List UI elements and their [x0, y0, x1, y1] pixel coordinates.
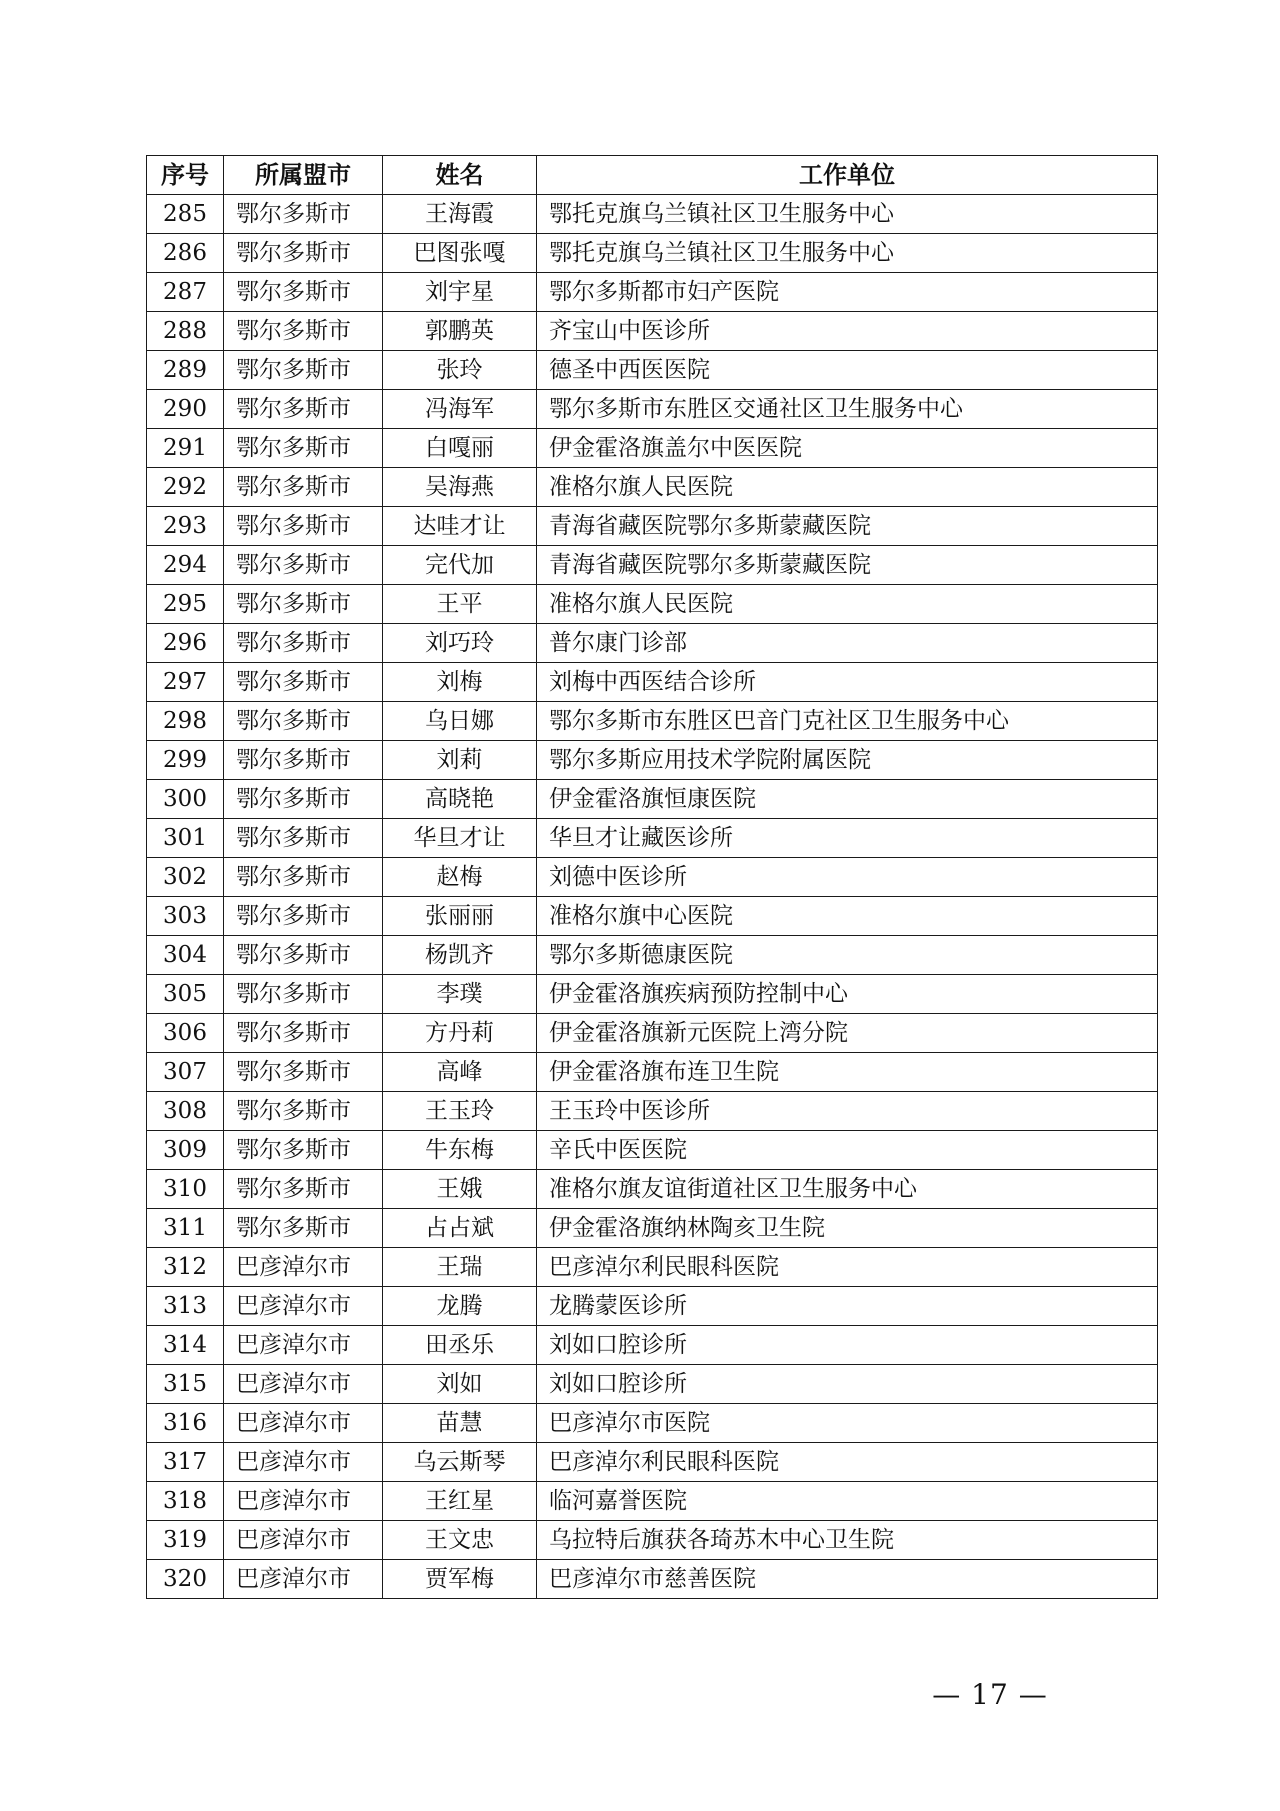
cell-name: 王玉玲: [383, 1092, 537, 1131]
cell-work-unit: 伊金霍洛旗恒康医院: [537, 780, 1158, 819]
cell-work-unit: 准格尔旗人民医院: [537, 585, 1158, 624]
cell-work-unit: 刘如口腔诊所: [537, 1326, 1158, 1365]
cell-work-unit: 辛氏中医医院: [537, 1131, 1158, 1170]
cell-league-city: 鄂尔多斯市: [224, 234, 383, 273]
cell-league-city: 鄂尔多斯市: [224, 1014, 383, 1053]
cell-name: 高峰: [383, 1053, 537, 1092]
table-body: [147, 195, 1158, 1599]
table-row: [147, 1404, 1158, 1443]
table-row: [147, 1248, 1158, 1287]
table-row: [147, 897, 1158, 936]
cell-league-city: 巴彦淖尔市: [224, 1560, 383, 1599]
cell-serial-number: 320: [147, 1560, 224, 1599]
cell-league-city: 鄂尔多斯市: [224, 1053, 383, 1092]
cell-work-unit: 临河嘉誉医院: [537, 1482, 1158, 1521]
cell-serial-number: 286: [147, 234, 224, 273]
table-row: [147, 741, 1158, 780]
cell-work-unit: 德圣中西医医院: [537, 351, 1158, 390]
table-row: [147, 390, 1158, 429]
cell-serial-number: 310: [147, 1170, 224, 1209]
cell-name: 郭鹏英: [383, 312, 537, 351]
cell-serial-number: 297: [147, 663, 224, 702]
cell-league-city: 巴彦淖尔市: [224, 1482, 383, 1521]
cell-name: 达哇才让: [383, 507, 537, 546]
table-row: [147, 780, 1158, 819]
table-row: [147, 1131, 1158, 1170]
cell-name: 杨凯齐: [383, 936, 537, 975]
cell-work-unit: 准格尔旗中心医院: [537, 897, 1158, 936]
table-row: [147, 1170, 1158, 1209]
cell-name: 刘巧玲: [383, 624, 537, 663]
cell-work-unit: 乌拉特后旗获各琦苏木中心卫生院: [537, 1521, 1158, 1560]
cell-work-unit: 准格尔旗友谊街道社区卫生服务中心: [537, 1170, 1158, 1209]
cell-work-unit: 巴彦淖尔利民眼科医院: [537, 1248, 1158, 1287]
cell-work-unit: 龙腾蒙医诊所: [537, 1287, 1158, 1326]
table-row: [147, 585, 1158, 624]
table-row: [147, 429, 1158, 468]
cell-name: 田丞乐: [383, 1326, 537, 1365]
cell-league-city: 巴彦淖尔市: [224, 1443, 383, 1482]
cell-work-unit: 鄂尔多斯德康医院: [537, 936, 1158, 975]
cell-serial-number: 303: [147, 897, 224, 936]
cell-work-unit: 伊金霍洛旗新元医院上湾分院: [537, 1014, 1158, 1053]
cell-work-unit: 伊金霍洛旗盖尔中医医院: [537, 429, 1158, 468]
table-row: [147, 702, 1158, 741]
roster-table: [146, 155, 1158, 1599]
cell-name: 乌日娜: [383, 702, 537, 741]
table-row: [147, 1209, 1158, 1248]
cell-league-city: 巴彦淖尔市: [224, 1248, 383, 1287]
cell-serial-number: 285: [147, 195, 224, 234]
cell-name: 龙腾: [383, 1287, 537, 1326]
cell-serial-number: 304: [147, 936, 224, 975]
header-work-unit: 工作单位: [537, 156, 1158, 195]
cell-work-unit: 巴彦淖尔利民眼科医院: [537, 1443, 1158, 1482]
cell-name: 王文忠: [383, 1521, 537, 1560]
cell-league-city: 鄂尔多斯市: [224, 312, 383, 351]
cell-name: 王瑞: [383, 1248, 537, 1287]
cell-work-unit: 齐宝山中医诊所: [537, 312, 1158, 351]
cell-serial-number: 311: [147, 1209, 224, 1248]
cell-league-city: 鄂尔多斯市: [224, 897, 383, 936]
table-row: [147, 1521, 1158, 1560]
table-row: [147, 195, 1158, 234]
cell-league-city: 鄂尔多斯市: [224, 975, 383, 1014]
table-row: [147, 1014, 1158, 1053]
cell-serial-number: 308: [147, 1092, 224, 1131]
cell-league-city: 鄂尔多斯市: [224, 819, 383, 858]
cell-serial-number: 293: [147, 507, 224, 546]
cell-work-unit: 鄂尔多斯都市妇产医院: [537, 273, 1158, 312]
cell-serial-number: 307: [147, 1053, 224, 1092]
cell-name: 高晓艳: [383, 780, 537, 819]
table-header-row: [147, 156, 1158, 195]
cell-league-city: 鄂尔多斯市: [224, 1092, 383, 1131]
cell-name: 王红星: [383, 1482, 537, 1521]
cell-name: 王海霞: [383, 195, 537, 234]
cell-work-unit: 刘梅中西医结合诊所: [537, 663, 1158, 702]
cell-serial-number: 289: [147, 351, 224, 390]
cell-league-city: 鄂尔多斯市: [224, 741, 383, 780]
cell-work-unit: 青海省藏医院鄂尔多斯蒙藏医院: [537, 507, 1158, 546]
cell-league-city: 鄂尔多斯市: [224, 468, 383, 507]
cell-name: 刘宇星: [383, 273, 537, 312]
cell-league-city: 巴彦淖尔市: [224, 1521, 383, 1560]
cell-serial-number: 291: [147, 429, 224, 468]
cell-name: 华旦才让: [383, 819, 537, 858]
cell-serial-number: 288: [147, 312, 224, 351]
cell-league-city: 鄂尔多斯市: [224, 507, 383, 546]
cell-serial-number: 298: [147, 702, 224, 741]
cell-work-unit: 伊金霍洛旗纳林陶亥卫生院: [537, 1209, 1158, 1248]
cell-name: 李璞: [383, 975, 537, 1014]
table-row: [147, 468, 1158, 507]
cell-name: 吴海燕: [383, 468, 537, 507]
cell-serial-number: 299: [147, 741, 224, 780]
cell-name: 王娥: [383, 1170, 537, 1209]
cell-name: 冯海军: [383, 390, 537, 429]
cell-serial-number: 300: [147, 780, 224, 819]
cell-serial-number: 319: [147, 1521, 224, 1560]
table-row: [147, 546, 1158, 585]
cell-work-unit: 青海省藏医院鄂尔多斯蒙藏医院: [537, 546, 1158, 585]
header-name: 姓名: [383, 156, 537, 195]
cell-serial-number: 302: [147, 858, 224, 897]
cell-league-city: 巴彦淖尔市: [224, 1404, 383, 1443]
cell-work-unit: 华旦才让藏医诊所: [537, 819, 1158, 858]
table-row: [147, 507, 1158, 546]
cell-serial-number: 292: [147, 468, 224, 507]
table-row: [147, 1053, 1158, 1092]
cell-serial-number: 314: [147, 1326, 224, 1365]
cell-work-unit: 普尔康门诊部: [537, 624, 1158, 663]
table-row: [147, 312, 1158, 351]
cell-league-city: 鄂尔多斯市: [224, 702, 383, 741]
cell-league-city: 巴彦淖尔市: [224, 1365, 383, 1404]
cell-league-city: 鄂尔多斯市: [224, 663, 383, 702]
cell-work-unit: 刘如口腔诊所: [537, 1365, 1158, 1404]
cell-serial-number: 317: [147, 1443, 224, 1482]
cell-serial-number: 305: [147, 975, 224, 1014]
cell-name: 刘梅: [383, 663, 537, 702]
table-row: [147, 1482, 1158, 1521]
cell-work-unit: 鄂尔多斯应用技术学院附属医院: [537, 741, 1158, 780]
cell-name: 白嘎丽: [383, 429, 537, 468]
cell-name: 赵梅: [383, 858, 537, 897]
cell-name: 张玲: [383, 351, 537, 390]
cell-work-unit: 刘德中医诊所: [537, 858, 1158, 897]
header-serial-number: 序号: [147, 156, 224, 195]
cell-name: 贾军梅: [383, 1560, 537, 1599]
cell-work-unit: 鄂尔多斯市东胜区巴音门克社区卫生服务中心: [537, 702, 1158, 741]
cell-serial-number: 318: [147, 1482, 224, 1521]
cell-serial-number: 313: [147, 1287, 224, 1326]
table-row: [147, 1365, 1158, 1404]
table-row: [147, 936, 1158, 975]
cell-name: 王平: [383, 585, 537, 624]
cell-serial-number: 296: [147, 624, 224, 663]
cell-league-city: 巴彦淖尔市: [224, 1326, 383, 1365]
cell-league-city: 鄂尔多斯市: [224, 429, 383, 468]
cell-name: 乌云斯琴: [383, 1443, 537, 1482]
cell-serial-number: 290: [147, 390, 224, 429]
cell-name: 牛东梅: [383, 1131, 537, 1170]
cell-serial-number: 287: [147, 273, 224, 312]
cell-league-city: 鄂尔多斯市: [224, 546, 383, 585]
header-league-city: 所属盟市: [224, 156, 383, 195]
cell-work-unit: 王玉玲中医诊所: [537, 1092, 1158, 1131]
table-row: [147, 1326, 1158, 1365]
table-row: [147, 351, 1158, 390]
cell-serial-number: 316: [147, 1404, 224, 1443]
cell-name: 方丹莉: [383, 1014, 537, 1053]
table-row: [147, 273, 1158, 312]
cell-league-city: 鄂尔多斯市: [224, 390, 383, 429]
cell-serial-number: 309: [147, 1131, 224, 1170]
cell-name: 苗慧: [383, 1404, 537, 1443]
cell-work-unit: 巴彦淖尔市医院: [537, 1404, 1158, 1443]
table-row: [147, 234, 1158, 273]
cell-serial-number: 295: [147, 585, 224, 624]
cell-league-city: 鄂尔多斯市: [224, 273, 383, 312]
cell-work-unit: 鄂尔多斯市东胜区交通社区卫生服务中心: [537, 390, 1158, 429]
table-row: [147, 624, 1158, 663]
cell-work-unit: 准格尔旗人民医院: [537, 468, 1158, 507]
cell-league-city: 鄂尔多斯市: [224, 780, 383, 819]
table-row: [147, 1287, 1158, 1326]
cell-name: 巴图张嘎: [383, 234, 537, 273]
cell-work-unit: 鄂托克旗乌兰镇社区卫生服务中心: [537, 234, 1158, 273]
cell-league-city: 鄂尔多斯市: [224, 195, 383, 234]
cell-league-city: 鄂尔多斯市: [224, 585, 383, 624]
table-row: [147, 1560, 1158, 1599]
table-row: [147, 663, 1158, 702]
cell-league-city: 鄂尔多斯市: [224, 858, 383, 897]
cell-league-city: 鄂尔多斯市: [224, 936, 383, 975]
cell-work-unit: 伊金霍洛旗疾病预防控制中心: [537, 975, 1158, 1014]
cell-league-city: 鄂尔多斯市: [224, 351, 383, 390]
cell-name: 刘莉: [383, 741, 537, 780]
cell-serial-number: 301: [147, 819, 224, 858]
cell-work-unit: 巴彦淖尔市慈善医院: [537, 1560, 1158, 1599]
table-row: [147, 1092, 1158, 1131]
cell-work-unit: 伊金霍洛旗布连卫生院: [537, 1053, 1158, 1092]
cell-name: 完代加: [383, 546, 537, 585]
cell-name: 占占斌: [383, 1209, 537, 1248]
cell-name: 刘如: [383, 1365, 537, 1404]
cell-name: 张丽丽: [383, 897, 537, 936]
cell-work-unit: 鄂托克旗乌兰镇社区卫生服务中心: [537, 195, 1158, 234]
cell-league-city: 鄂尔多斯市: [224, 1209, 383, 1248]
cell-serial-number: 315: [147, 1365, 224, 1404]
table-row: [147, 858, 1158, 897]
cell-league-city: 鄂尔多斯市: [224, 1170, 383, 1209]
table-row: [147, 1443, 1158, 1482]
table-row: [147, 819, 1158, 858]
cell-league-city: 鄂尔多斯市: [224, 624, 383, 663]
cell-serial-number: 294: [147, 546, 224, 585]
cell-serial-number: 306: [147, 1014, 224, 1053]
page-number: — 17 —: [932, 1678, 1048, 1711]
table-row: [147, 975, 1158, 1014]
cell-serial-number: 312: [147, 1248, 224, 1287]
cell-league-city: 巴彦淖尔市: [224, 1287, 383, 1326]
cell-league-city: 鄂尔多斯市: [224, 1131, 383, 1170]
